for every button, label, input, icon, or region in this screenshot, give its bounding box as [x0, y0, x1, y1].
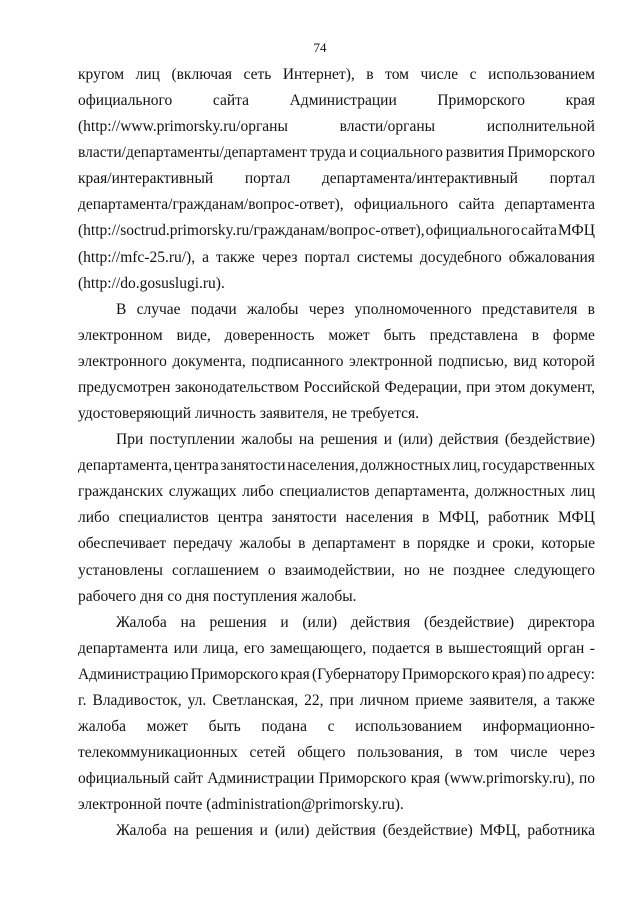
word: должностных	[360, 457, 451, 475]
word: взаимодействии,	[284, 561, 395, 579]
word: исполнительной	[486, 118, 595, 136]
word: по	[528, 665, 545, 683]
word: Администрации	[289, 92, 397, 110]
word: и	[383, 431, 393, 449]
word: которые	[541, 535, 595, 553]
word: лиц	[135, 66, 160, 83]
word: занятости	[271, 509, 337, 527]
word: портал	[244, 170, 291, 188]
word: развития	[445, 144, 505, 162]
word: директора	[527, 613, 595, 631]
word: поступлении	[149, 431, 235, 449]
word: департамента/интерактивный	[321, 170, 518, 188]
word: передачу	[173, 535, 233, 553]
word: с	[327, 718, 335, 735]
word: сайта	[212, 92, 249, 110]
word: использованием	[355, 718, 462, 735]
word: (http://do.gosuslugi.ru).	[78, 274, 225, 292]
word: официального	[425, 222, 520, 240]
word: края	[410, 770, 441, 788]
word: Администрацию	[78, 665, 189, 683]
text-line	[78, 274, 595, 294]
text-line	[78, 352, 595, 372]
text-line	[78, 795, 595, 815]
word: официальный	[78, 770, 170, 788]
word: (http://www.primorsky.ru/органы	[78, 118, 288, 136]
word: 22,	[304, 691, 324, 709]
text-line	[78, 587, 595, 607]
word: (www.primorsky.ru),	[444, 770, 575, 788]
word: уполномоченного	[354, 300, 472, 318]
word: центра	[173, 457, 219, 475]
word: документа,	[172, 352, 246, 370]
word: которой	[542, 352, 595, 370]
word: замещающего,	[269, 639, 367, 657]
word: действия	[316, 822, 376, 840]
word: Владивосток,	[92, 691, 182, 709]
word: кругом	[78, 66, 125, 83]
word: сеть	[243, 66, 272, 83]
text-line	[78, 743, 595, 763]
word: департамента,	[78, 457, 173, 475]
word: подачи	[190, 300, 237, 318]
word: Интернет),	[282, 66, 355, 83]
word: власти/органы	[339, 118, 436, 136]
word: позднее	[453, 561, 505, 579]
word: обеспечивает	[78, 535, 167, 553]
word: общего	[297, 744, 346, 762]
word: департамента	[78, 639, 169, 657]
word: действия	[350, 613, 411, 631]
word: установлены	[78, 561, 163, 579]
word: представлена	[429, 326, 518, 344]
word: удостоверяющий личность заявителя, не требуется.	[78, 405, 420, 423]
word: электронной	[349, 352, 433, 370]
word: жалоба	[78, 718, 126, 735]
text-line	[78, 378, 595, 398]
word: или	[173, 639, 198, 657]
word: МФЦ,	[479, 822, 521, 840]
word: либо	[242, 483, 274, 501]
text-line	[78, 326, 595, 346]
word: жалобы	[246, 300, 299, 318]
word: (или)	[398, 431, 433, 449]
word: Жалоба	[116, 613, 167, 631]
text-line	[78, 404, 595, 424]
text-line	[78, 91, 595, 111]
word: но	[403, 561, 420, 579]
word: сайта	[520, 222, 557, 240]
word: действия	[439, 431, 499, 449]
word: официального	[353, 196, 449, 214]
word: порядке	[416, 535, 470, 553]
word: (бездействие)	[423, 613, 515, 631]
word: предусмотрен	[78, 378, 171, 396]
word: МФЦ,	[438, 509, 480, 527]
word: приеме	[415, 691, 464, 709]
word: Российской	[303, 378, 380, 396]
word: случае	[136, 300, 181, 318]
word: заявителя,	[469, 691, 538, 709]
word: жалобы	[241, 431, 293, 449]
word: в	[422, 509, 430, 527]
word: доверенность	[224, 326, 315, 344]
text-line	[78, 195, 595, 215]
word: пользования,	[357, 744, 444, 762]
word: подписанного	[251, 352, 344, 370]
word: портал	[549, 170, 595, 188]
word: работника	[527, 822, 595, 840]
word: электронном	[78, 326, 163, 344]
text-line	[78, 221, 595, 241]
word: решения	[320, 431, 378, 449]
word: жалобы	[239, 535, 292, 553]
word: Администрации	[207, 770, 315, 788]
word: а	[202, 248, 210, 266]
word: портал	[304, 248, 350, 266]
text-line	[78, 169, 595, 189]
text-line	[116, 300, 595, 320]
text-line	[78, 769, 595, 789]
text-line	[78, 482, 595, 502]
word: соглашением	[171, 561, 259, 579]
word: не	[428, 561, 445, 579]
word: должностных	[474, 483, 566, 501]
text-line	[78, 534, 595, 554]
word: решения	[195, 822, 253, 840]
text-line	[78, 248, 595, 268]
text-line	[116, 613, 595, 633]
word: через	[261, 248, 298, 266]
word: о	[267, 561, 276, 579]
word: сайт	[173, 770, 203, 788]
text-line	[78, 508, 595, 528]
text-line	[78, 456, 595, 476]
word: в	[455, 744, 463, 762]
word: этом	[495, 378, 526, 396]
word: Светланская,	[212, 691, 299, 709]
text-line	[78, 639, 595, 659]
word: орган	[547, 639, 585, 657]
word: также	[556, 691, 595, 709]
word: специалистов	[118, 509, 209, 527]
word: и	[280, 613, 289, 631]
word: специалистов	[279, 483, 370, 501]
word: через	[559, 744, 595, 762]
word: -	[589, 639, 595, 657]
word: личном	[359, 691, 410, 709]
word: Федерации,	[384, 378, 462, 396]
word: Приморского	[318, 770, 407, 788]
word: МФЦ	[557, 222, 595, 240]
word: подана	[261, 718, 307, 735]
word: представителя	[481, 300, 578, 318]
word: документ,	[530, 378, 595, 396]
word: электронного	[78, 352, 167, 370]
word: государственных	[482, 457, 595, 475]
word: центра	[217, 509, 263, 527]
word: работник	[488, 509, 550, 527]
word: (включая	[171, 66, 232, 83]
text-line	[78, 143, 595, 163]
word: Приморского	[437, 92, 526, 110]
word: При	[116, 431, 144, 449]
word: в	[531, 326, 540, 344]
word: (бездействие)	[382, 822, 473, 840]
word: служащих	[168, 483, 237, 501]
word: числе	[509, 744, 548, 762]
text-line	[78, 65, 595, 85]
word: края	[565, 92, 595, 110]
word: сетей	[249, 744, 286, 762]
word: подается	[371, 639, 431, 657]
word: МФЦ	[557, 509, 595, 527]
word: его	[243, 639, 265, 657]
word: (http://mfc-25.ru/),	[78, 248, 196, 266]
text-line	[78, 561, 595, 581]
word: на	[298, 431, 315, 449]
word: края/интерактивный	[78, 170, 214, 188]
word: подписью,	[438, 352, 508, 370]
word: края	[280, 665, 310, 683]
word: на	[180, 613, 196, 631]
word: Приморского	[401, 665, 490, 683]
word: в	[402, 535, 410, 553]
word: (http://soctrud.primorsky.ru/гражданам/вопрос-ответ),	[78, 222, 425, 240]
word: лица,	[203, 639, 239, 657]
word: (или)	[274, 822, 310, 840]
word: виде,	[176, 326, 211, 344]
word: департамента,	[375, 483, 470, 501]
word: быть	[383, 326, 416, 344]
word: обжалования	[508, 248, 595, 266]
word: г.	[78, 691, 87, 709]
text-line	[116, 430, 595, 450]
word: рабочего дня со дня поступления жалобы.	[78, 587, 357, 605]
word: (Губернатору	[311, 665, 400, 683]
word: по	[578, 770, 595, 788]
word: при	[466, 378, 491, 396]
word: труда	[309, 144, 346, 162]
word: Жалоба	[116, 822, 167, 840]
word: социального	[360, 144, 443, 162]
word: в	[435, 639, 443, 657]
word: Приморского	[190, 665, 279, 683]
word: края)	[491, 665, 527, 683]
word: вид	[513, 352, 537, 370]
text-line	[78, 691, 595, 711]
word: и	[259, 822, 268, 840]
word: том	[385, 66, 409, 83]
word: вышестоящий	[448, 639, 542, 657]
word: в	[298, 535, 306, 553]
word: занятости	[220, 457, 286, 475]
word: адресу:	[546, 665, 595, 683]
word: а	[543, 691, 551, 709]
word: досудебного	[419, 248, 502, 266]
word: может	[146, 718, 188, 735]
word: населения	[345, 509, 414, 527]
word: гражданских	[78, 483, 164, 501]
word: том	[474, 744, 499, 762]
word: следующего	[513, 561, 595, 579]
word: быть	[208, 718, 241, 735]
word: решения	[209, 613, 267, 631]
word: может	[328, 326, 370, 344]
word: и	[348, 144, 358, 162]
word: в	[587, 300, 595, 318]
word: и	[476, 535, 486, 553]
word: (или)	[302, 613, 338, 631]
word: департамента/гражданам/вопрос-ответ),	[78, 196, 344, 214]
text-line	[78, 665, 595, 685]
page-number: 74	[313, 40, 327, 55]
word: информационно-	[482, 718, 595, 735]
word: также	[216, 248, 255, 266]
word: использованием	[488, 66, 595, 83]
word: законодательством	[175, 378, 300, 396]
word: электронной почте (administration@primorsky.ru).	[78, 796, 404, 814]
word: форме	[552, 326, 595, 344]
word: официального	[78, 92, 173, 110]
word: (бездействие)	[504, 431, 595, 449]
word: при	[329, 691, 354, 709]
word: системы	[356, 248, 413, 266]
text-line	[78, 117, 595, 137]
word: сайта	[458, 196, 495, 214]
word: ул.	[187, 691, 207, 709]
word: телекоммуникационных	[78, 744, 238, 762]
word: власти/департаменты/департамент	[78, 144, 307, 162]
word: на	[173, 822, 189, 840]
word: Приморского	[507, 144, 595, 162]
word: числе	[420, 66, 459, 83]
word: сроки,	[492, 535, 535, 553]
word: в	[366, 66, 374, 83]
word: с	[469, 66, 477, 83]
text-line	[78, 717, 595, 737]
word: лиц	[570, 483, 595, 501]
word: В	[116, 300, 127, 318]
word: населения,	[287, 457, 359, 475]
word: департамент	[312, 535, 396, 553]
word: департамента	[504, 196, 595, 214]
word: через	[308, 300, 345, 318]
word: либо	[78, 509, 110, 527]
text-line	[116, 821, 595, 841]
word: лиц,	[452, 457, 481, 475]
